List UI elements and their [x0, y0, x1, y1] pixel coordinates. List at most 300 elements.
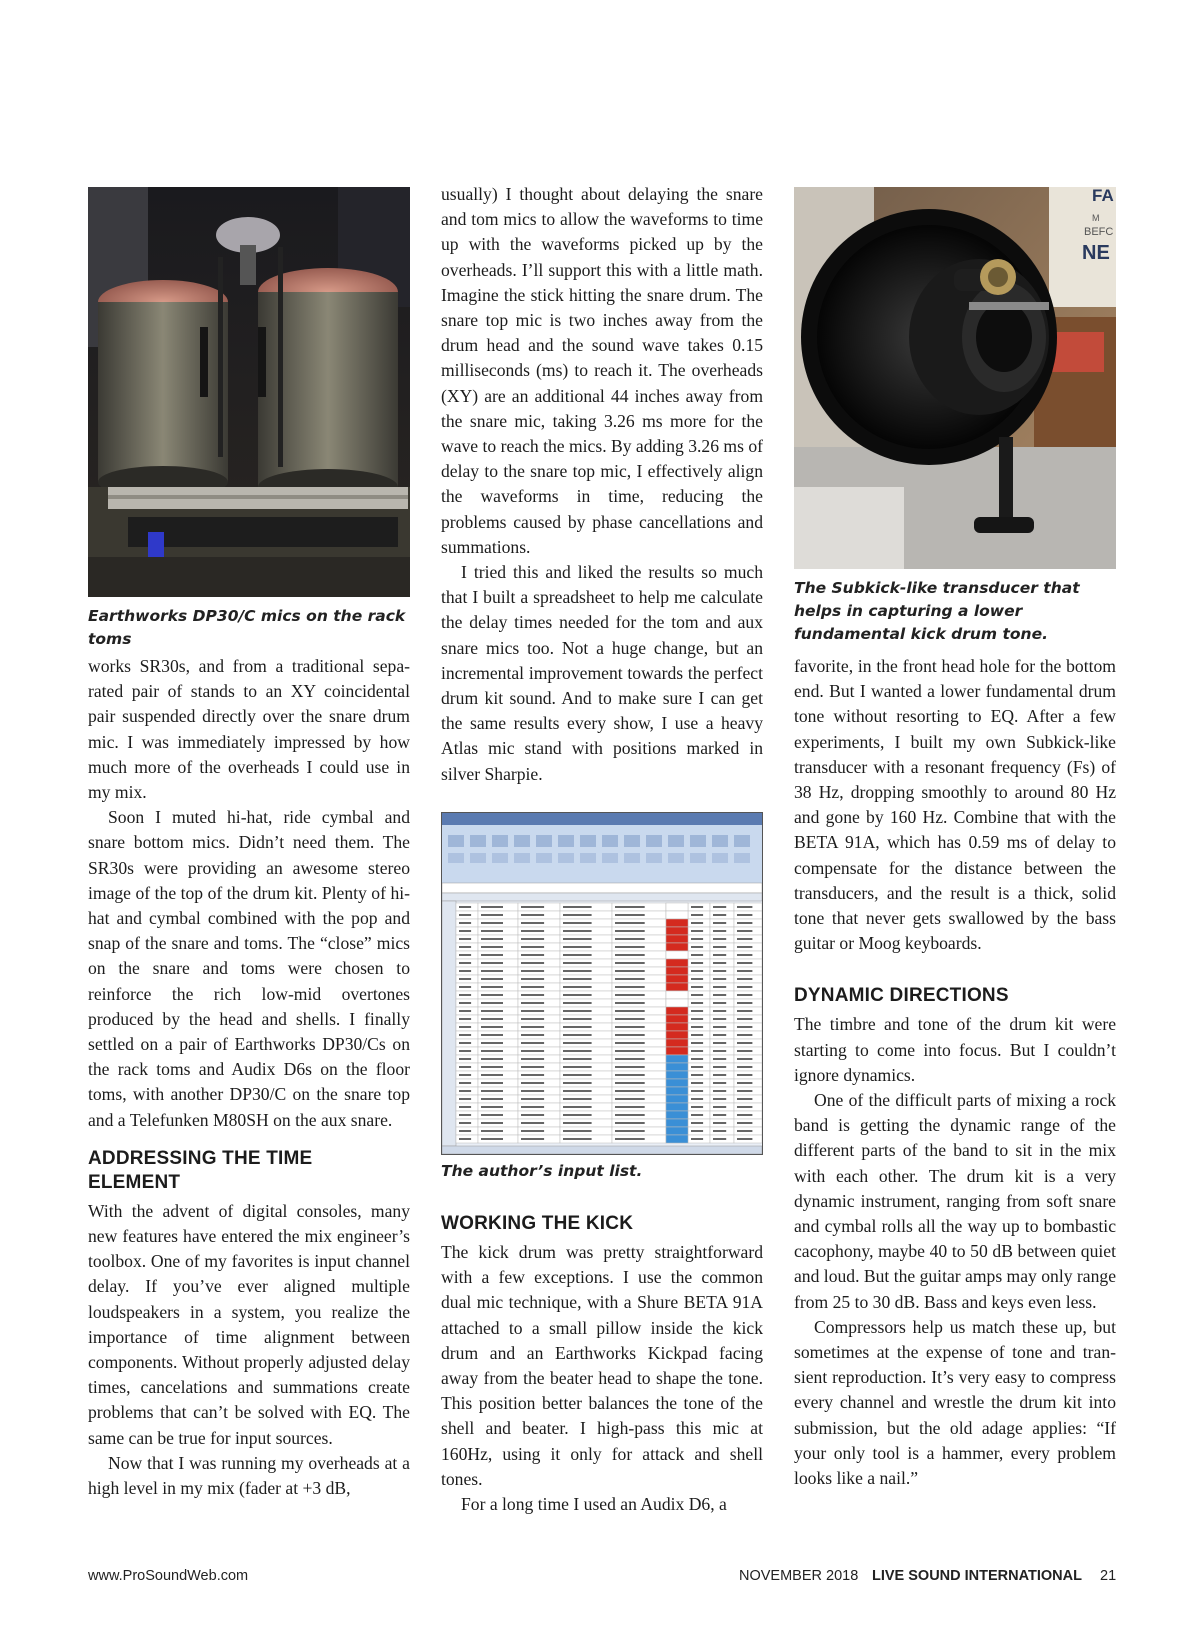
cell-text-line	[481, 946, 503, 948]
cell-text-line	[563, 1034, 592, 1036]
cell-text-line	[459, 1010, 471, 1012]
vca-cell	[666, 1023, 688, 1031]
cell-text-line	[563, 930, 592, 932]
cell-text-line	[563, 922, 592, 924]
cell-text-line	[563, 978, 592, 980]
vca-cell	[666, 983, 688, 991]
cell-text-line	[713, 1010, 726, 1012]
cell-text-line	[737, 1010, 752, 1012]
footer-date: NOVEMBER 2018	[739, 1568, 859, 1584]
cell-text-line	[691, 1010, 703, 1012]
cell-text-line	[563, 1090, 592, 1092]
cell-text-line	[481, 962, 503, 964]
vca-cell	[666, 1047, 688, 1055]
ribbon-icon	[492, 853, 508, 863]
cell-text-line	[563, 1050, 592, 1052]
cell-text-line	[713, 922, 726, 924]
ribbon-icon	[470, 835, 486, 847]
cell-text-line	[713, 1098, 726, 1100]
cell-text-line	[737, 1106, 752, 1108]
cell-text-line	[713, 1050, 726, 1052]
paragraph: One of the difficult parts of mixing a rock band is getting the dynamic range of the different parts of the band to sit in the mix with each other. The drum kit is a very dynamic instrument, ranging from soft snare and cymbal rolls all the way up to bombastic cacophony, maybe 40 to 50 dB between quiet and loud. But the guitar amps may only range from 25 to 30 dB. Bass and keys even less.	[794, 1090, 1116, 1312]
vca-cell	[666, 1039, 688, 1047]
cell-text-line	[563, 1082, 592, 1084]
sign-line-4: NE	[1082, 242, 1110, 264]
cell-text-line	[481, 1058, 503, 1060]
cell-text-line	[713, 1074, 726, 1076]
ribbon-icon	[448, 835, 464, 847]
section-heading: DYNAMIC DIRECTIONS	[794, 985, 1009, 1007]
ribbon-icon	[712, 835, 728, 847]
cell-text-line	[521, 1050, 544, 1052]
cell-text-line	[691, 1114, 703, 1116]
cell-text-line	[563, 1026, 592, 1028]
paragraph: With the advent of digital consoles, many new features have entered the mix engineer’s toolbox. One of my favorites is input channel delay. If you’ve ever aligned multiple loudspeakers in a system, you realize the importance of time alignment between components. Without properly adjusted delay times, cancelations and summations create problems that can’t be solved with EQ. The same can be true for input sources.	[88, 1200, 410, 1448]
cell-text-line	[713, 938, 726, 940]
vca-cell	[666, 1071, 688, 1079]
section-heading: ADDRESSING THE TIME ELEMENT	[88, 1147, 313, 1193]
cell-text-line	[737, 1082, 752, 1084]
cell-text-line	[713, 1114, 726, 1116]
cell-text-line	[615, 1042, 645, 1044]
cell-text-line	[459, 978, 471, 980]
cell-text-line	[691, 962, 703, 964]
cell-text-line	[481, 906, 503, 908]
section-heading: WORKING THE KICK	[441, 1213, 634, 1234]
vca-cell	[666, 1135, 688, 1143]
subkick-photo	[794, 187, 1116, 569]
cell-text-line	[459, 1058, 471, 1060]
cell-text-line	[691, 954, 703, 956]
cell-text-line	[521, 1114, 544, 1116]
sign-line-2: M	[1092, 213, 1100, 223]
spreadsheet-screenshot	[441, 812, 763, 1155]
drum-kit-illustration	[88, 187, 410, 597]
cell-text-line	[521, 1002, 544, 1004]
cell-text-line	[481, 1026, 503, 1028]
cell-text-line	[521, 994, 544, 996]
cell-text-line	[713, 1026, 726, 1028]
cell-text-line	[521, 962, 544, 964]
cell-text-line	[521, 970, 544, 972]
cell-text-line	[481, 978, 503, 980]
paragraph: For a long time I used an Audix D6, a	[461, 1494, 727, 1515]
cell-text-line	[615, 1090, 645, 1092]
cell-text-line	[563, 1002, 592, 1004]
cell-text-line	[481, 930, 503, 932]
cell-text-line	[737, 938, 752, 940]
cell-text-line	[459, 962, 471, 964]
drum-kit-photo	[88, 187, 410, 597]
cell-text-line	[521, 1130, 544, 1132]
cell-text-line	[713, 994, 726, 996]
cell-text-line	[737, 1122, 752, 1124]
vca-cell	[666, 1111, 688, 1119]
cell-text-line	[737, 946, 752, 948]
cell-text-line	[481, 994, 503, 996]
cell-text-line	[459, 1026, 471, 1028]
cell-text-line	[481, 1098, 503, 1100]
cell-text-line	[615, 978, 645, 980]
vca-cell	[666, 1127, 688, 1135]
cell-text-line	[481, 1082, 503, 1084]
cell-text-line	[459, 1066, 471, 1068]
cell-text-line	[563, 1122, 592, 1124]
cell-text-line	[713, 1002, 726, 1004]
ribbon-icon	[536, 853, 552, 863]
cell-text-line	[615, 1018, 645, 1020]
vca-cell	[666, 911, 688, 919]
ribbon-icon	[492, 835, 508, 847]
cell-text-line	[691, 1058, 703, 1060]
cell-text-line	[521, 1138, 544, 1140]
cell-text-line	[521, 1106, 544, 1108]
cell-text-line	[481, 970, 503, 972]
cell-text-line	[691, 1066, 703, 1068]
cell-text-line	[459, 1082, 471, 1084]
cell-text-line	[713, 1034, 726, 1036]
cell-text-line	[459, 1138, 471, 1140]
cell-text-line	[615, 946, 645, 948]
ribbon-icon	[514, 835, 530, 847]
ribbon-icon	[690, 853, 706, 863]
vca-cell	[666, 991, 688, 999]
ribbon-icon	[668, 835, 684, 847]
cell-text-line	[481, 922, 503, 924]
cell-text-line	[481, 1002, 503, 1004]
vca-cell	[666, 1095, 688, 1103]
cell-text-line	[737, 1090, 752, 1092]
cell-text-line	[459, 954, 471, 956]
cell-text-line	[713, 946, 726, 948]
cell-text-line	[459, 1106, 471, 1108]
cell-text-line	[691, 1002, 703, 1004]
cell-text-line	[691, 1098, 703, 1100]
cell-text-line	[737, 1050, 752, 1052]
cell-text-line	[737, 1026, 752, 1028]
cell-text-line	[459, 1034, 471, 1036]
ribbon-icon	[646, 853, 662, 863]
cell-text-line	[737, 978, 752, 980]
cell-text-line	[459, 938, 471, 940]
cell-text-line	[713, 962, 726, 964]
cell-text-line	[521, 914, 544, 916]
paragraph: Soon I muted hi-hat, ride cymbal and snare bottom mics. Didn’t need them. The SR30s were providing an awesome stereo image of the top of the drum kit. Plenty of hi-hat and cymbal combined with the pop and snap of the snare and toms. The “close” mics on the snare and toms were chosen to reinforce the rich low-mid overtones produced by the head and shells. I finally settled on a pair of Earthworks DP30/Cs on the rack toms and Audix D6s on the floor toms, with another DP30/C on the snare top and a Telefunken M80SH on the aux snare.	[88, 807, 410, 1130]
vca-cell	[666, 1079, 688, 1087]
spreadsheet-illustration	[442, 813, 762, 1154]
cell-text-line	[615, 1114, 645, 1116]
cell-text-line	[737, 1058, 752, 1060]
ribbon-icon	[690, 835, 706, 847]
cell-text-line	[737, 1130, 752, 1132]
cell-text-line	[563, 1098, 592, 1100]
cell-text-line	[713, 1058, 726, 1060]
cell-text-line	[691, 1034, 703, 1036]
ribbon-icon	[558, 853, 574, 863]
cell-text-line	[563, 970, 592, 972]
cell-text-line	[713, 1066, 726, 1068]
cell-text-line	[563, 1074, 592, 1076]
vca-cell	[666, 951, 688, 959]
cell-text-line	[615, 1002, 645, 1004]
ribbon-icon	[646, 835, 662, 847]
cell-text-line	[615, 1130, 645, 1132]
cell-text-line	[521, 1034, 544, 1036]
cell-text-line	[713, 1130, 726, 1132]
ribbon-icon	[448, 853, 464, 863]
cell-text-line	[691, 1090, 703, 1092]
cell-text-line	[713, 978, 726, 980]
paragraph: works SR30s, and from a traditional separated pair of stands to an XY coincidental pair suspended directly over the snare drum mic. I was immediately impressed by how much more of the overheads I could use in my mix.	[88, 656, 410, 803]
footer-magazine-title: LIVE SOUND INTERNATIONAL	[872, 1568, 1082, 1584]
cell-text-line	[713, 1122, 726, 1124]
cell-text-line	[691, 922, 703, 924]
ribbon-icon	[602, 853, 618, 863]
cell-text-line	[563, 1010, 592, 1012]
cell-text-line	[563, 938, 592, 940]
cell-text-line	[521, 906, 544, 908]
row-header-column	[442, 901, 456, 1146]
cell-text-line	[615, 986, 645, 988]
cell-text-line	[481, 1074, 503, 1076]
cell-text-line	[737, 954, 752, 956]
cell-text-line	[691, 970, 703, 972]
cell-text-line	[713, 970, 726, 972]
vca-cell	[666, 959, 688, 967]
paragraph: I tried this and liked the results so much that I built a spreadsheet to help me calculate the delay times needed for the tom and aux snare mics too. Not a huge change, but an incremental improvement towards the perfect drum kit sound. And to make sure I can get the same results every show, I use a heavy Atlas mic stand with positions marked in silver Sharpie.	[441, 562, 763, 784]
cell-text-line	[713, 906, 726, 908]
cell-text-line	[615, 1138, 645, 1140]
cell-text-line	[563, 1130, 592, 1132]
cell-text-line	[713, 930, 726, 932]
vca-cell	[666, 1055, 688, 1063]
cell-text-line	[713, 1018, 726, 1020]
cell-text-line	[615, 906, 645, 908]
vca-cell	[666, 943, 688, 951]
cell-text-line	[459, 1002, 471, 1004]
cell-text-line	[615, 1098, 645, 1100]
spreadsheet-caption: The author’s input list.	[441, 1162, 643, 1180]
vca-cell	[666, 935, 688, 943]
cell-text-line	[737, 1018, 752, 1020]
cell-text-line	[459, 1122, 471, 1124]
cell-text-line	[521, 1066, 544, 1068]
vca-cell	[666, 1119, 688, 1127]
cell-text-line	[563, 1018, 592, 1020]
cell-text-line	[737, 994, 752, 996]
vca-cell	[666, 903, 688, 911]
cell-text-line	[521, 1058, 544, 1060]
cell-text-line	[481, 938, 503, 940]
cell-text-line	[521, 1098, 544, 1100]
paragraph: favorite, in the front head hole for the bottom end. But I wanted a lower fundamental drum tone without resorting to EQ. After a few experiments, I built my own Subkick-like transducer with a resonant frequency (Fs) of 38 Hz, dropping smoothly to around 80 Hz and gone by 160 Hz. Combine that with the BETA 91A, which has 0.59 ms of delay to compensate for the distance between the transducers, and the result is a thick, solid tone that never gets swallowed by the bass guitar or Moog keyboards.	[794, 656, 1116, 954]
cell-text-line	[737, 930, 752, 932]
cell-text-line	[481, 1138, 503, 1140]
cell-text-line	[691, 1050, 703, 1052]
cell-text-line	[563, 986, 592, 988]
cell-text-line	[691, 1138, 703, 1140]
paragraph: The timbre and tone of the drum kit were starting to come into focus. But I couldn’t ignore dynamics.	[794, 1014, 1116, 1085]
cell-text-line	[521, 1090, 544, 1092]
cell-text-line	[737, 914, 752, 916]
cell-text-line	[481, 1066, 503, 1068]
ribbon-icon	[536, 835, 552, 847]
cell-text-line	[481, 954, 503, 956]
cell-text-line	[691, 938, 703, 940]
drum-photo-caption: Earthworks DP30/C mics on the rack toms	[88, 607, 406, 648]
vca-cell	[666, 1007, 688, 1015]
cell-text-line	[481, 1018, 503, 1020]
cell-text-line	[691, 914, 703, 916]
vca-cell	[666, 1031, 688, 1039]
ribbon-icon	[624, 835, 640, 847]
paragraph: usually) I thought about delaying the snare and tom mics to allow the waveforms to time up with the waveforms picked up by the overheads. I’ll support this with a little math. Imagine the stick hitting the snare drum. The snare top mic is two inches away from the drum head and the sound wave takes 0.15 milliseconds (ms) to reach it. The overheads (XY) are an additional 44 inches away from the snare mic, taking 3.26 ms more for the wave to reach the mics. By adding 3.26 ms of delay to the snare top mic, I effectively align the waveforms in time, reducing the problems caused by phase cancellations and summations.	[441, 184, 763, 557]
cell-text-line	[521, 1010, 544, 1012]
cell-text-line	[563, 1106, 592, 1108]
cell-text-line	[521, 1018, 544, 1020]
cell-text-line	[521, 922, 544, 924]
cell-text-line	[563, 1058, 592, 1060]
sign-line-3: BEFC	[1084, 226, 1114, 238]
cell-text-line	[521, 978, 544, 980]
cell-text-line	[521, 938, 544, 940]
cell-text-line	[737, 1074, 752, 1076]
vca-cell	[666, 1015, 688, 1023]
ribbon-icon	[734, 835, 750, 847]
cell-text-line	[615, 962, 645, 964]
cell-text-line	[737, 922, 752, 924]
vca-cell	[666, 919, 688, 927]
ribbon-icon	[580, 835, 596, 847]
cell-text-line	[521, 954, 544, 956]
cell-text-line	[713, 914, 726, 916]
cell-text-line	[481, 1010, 503, 1012]
ribbon-icon	[558, 835, 574, 847]
ribbon-icon	[514, 853, 530, 863]
cell-text-line	[481, 1050, 503, 1052]
cell-text-line	[615, 970, 645, 972]
cell-text-line	[737, 1002, 752, 1004]
cell-text-line	[691, 994, 703, 996]
vca-cell	[666, 1063, 688, 1071]
cell-text-line	[691, 946, 703, 948]
cell-text-line	[459, 1050, 471, 1052]
paragraph: Now that I was running my overheads at a high level in my mix (fader at +3 dB,	[88, 1452, 410, 1499]
cell-text-line	[563, 914, 592, 916]
cell-text-line	[691, 1130, 703, 1132]
vca-cell	[666, 967, 688, 975]
cell-text-line	[521, 930, 544, 932]
cell-text-line	[615, 954, 645, 956]
ribbon-icon	[668, 853, 684, 863]
cell-text-line	[737, 1138, 752, 1140]
cell-text-line	[563, 1066, 592, 1068]
subkick-illustration	[794, 187, 1116, 569]
cell-text-line	[481, 1090, 503, 1092]
cell-text-line	[737, 986, 752, 988]
cell-text-line	[737, 1034, 752, 1036]
paragraph: Compressors help us match these up, but sometimes at the expense of tone and transient reproduction. It’s very easy to compress every channel and wrestle the drum kit into submission, but the old adage applies: “If your only tool is a hammer, every problem looks like a nail.”	[794, 1316, 1116, 1489]
cell-text-line	[713, 954, 726, 956]
cell-text-line	[691, 1042, 703, 1044]
cell-text-line	[481, 1034, 503, 1036]
cell-text-line	[481, 1106, 503, 1108]
cell-text-line	[691, 978, 703, 980]
cell-text-line	[691, 930, 703, 932]
cell-text-line	[481, 1042, 503, 1044]
cell-text-line	[691, 1026, 703, 1028]
cell-text-line	[563, 1138, 592, 1140]
cell-text-line	[563, 962, 592, 964]
cell-text-line	[563, 1042, 592, 1044]
cell-text-line	[563, 946, 592, 948]
cell-text-line	[563, 906, 592, 908]
window-titlebar	[442, 813, 762, 825]
cell-text-line	[737, 970, 752, 972]
cell-text-line	[691, 986, 703, 988]
cell-text-line	[563, 1114, 592, 1116]
subkick-photo-caption: The Subkick-like transducer that helps in capturing a lower fundamental kick drum tone.	[794, 579, 1080, 643]
cell-text-line	[521, 986, 544, 988]
cell-text-line	[459, 994, 471, 996]
cell-text-line	[713, 1106, 726, 1108]
vca-cell	[666, 927, 688, 935]
cell-text-line	[521, 1042, 544, 1044]
cell-text-line	[615, 1074, 645, 1076]
cell-text-line	[459, 1114, 471, 1116]
cell-text-line	[481, 914, 503, 916]
ribbon-icon	[734, 853, 750, 863]
cell-text-line	[481, 1122, 503, 1124]
cell-text-line	[615, 1050, 645, 1052]
ribbon-icon	[712, 853, 728, 863]
cell-text-line	[521, 1082, 544, 1084]
cell-text-line	[459, 922, 471, 924]
cell-text-line	[459, 1018, 471, 1020]
cell-text-line	[481, 1114, 503, 1116]
vca-cell	[666, 1103, 688, 1111]
paragraph: The kick drum was pretty straightforward with a few exceptions. I use the common dual mic technique, with a Shure BETA 91A attached to a small pillow inside the kick drum and an Earthworks Kickpad facing away from the beater head to shape the tone. This position better balances the tone of the shell and beater. I high-pass this mic at 160Hz, using it only for attack and shell tones.	[441, 1242, 763, 1489]
cell-text-line	[615, 914, 645, 916]
ribbon-icon	[624, 853, 640, 863]
cell-text-line	[737, 1042, 752, 1044]
cell-text-line	[713, 1042, 726, 1044]
cell-text-line	[615, 930, 645, 932]
cell-text-line	[459, 914, 471, 916]
ribbon-icon	[580, 853, 596, 863]
cell-text-line	[615, 1066, 645, 1068]
cell-text-line	[563, 954, 592, 956]
ribbon-icon	[602, 835, 618, 847]
cell-text-line	[459, 1130, 471, 1132]
cell-text-line	[615, 1122, 645, 1124]
cell-text-line	[521, 1026, 544, 1028]
cell-text-line	[459, 1098, 471, 1100]
cell-text-line	[615, 1026, 645, 1028]
cell-text-line	[563, 994, 592, 996]
cell-text-line	[459, 1090, 471, 1092]
cell-text-line	[459, 946, 471, 948]
cell-text-line	[737, 1114, 752, 1116]
cell-text-line	[615, 994, 645, 996]
cell-text-line	[691, 1074, 703, 1076]
cell-text-line	[521, 946, 544, 948]
cell-text-line	[459, 1074, 471, 1076]
cell-text-line	[737, 906, 752, 908]
cell-text-line	[481, 1130, 503, 1132]
cell-text-line	[713, 1138, 726, 1140]
ribbon-icon	[470, 853, 486, 863]
